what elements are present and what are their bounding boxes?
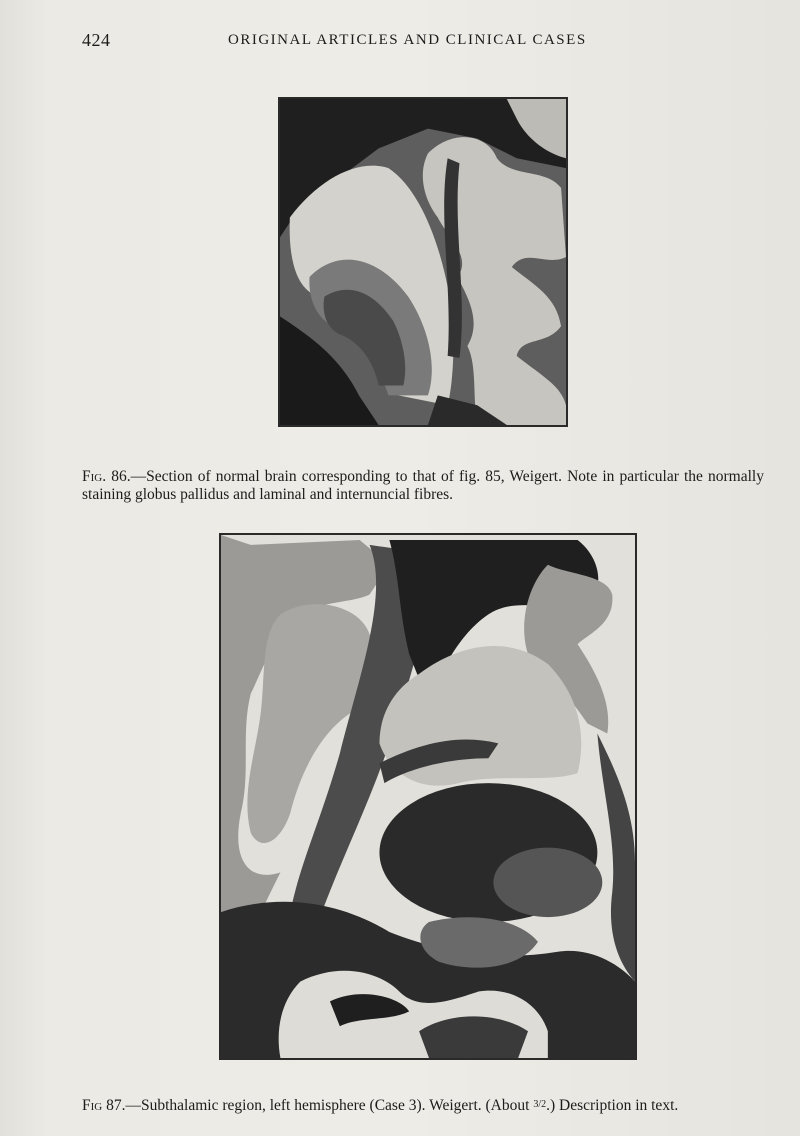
figure-86-image — [280, 99, 566, 425]
figure-87-caption-text-start: —Subthalamic region, left hemisphere (Case 3). Weigert. (About — [125, 1096, 534, 1114]
figure-87-image — [221, 535, 635, 1058]
running-head: ORIGINAL ARTICLES AND CLINICAL CASES — [228, 32, 587, 48]
figure-87-photograph — [219, 533, 637, 1060]
figure-86-caption — [82, 468, 764, 504]
scale-fraction: 3/2 — [533, 1098, 547, 1110]
page-header — [82, 30, 642, 54]
figure-86-photograph — [278, 97, 568, 427]
figure-86-caption-text: —Section of normal brain corresponding to that of fig. 85, Weigert. Note in particular the normally staining globus pallidus and laminal and internuncial fibres. — [82, 467, 764, 503]
figure-87-caption-text-end: .) Description in text. — [546, 1096, 679, 1114]
figure-86-label: Fig. 86. — [82, 467, 131, 485]
page-number: 424 — [82, 30, 111, 50]
figure-87-caption — [82, 1096, 772, 1115]
figure-87-label: Fig 87. — [82, 1096, 126, 1114]
